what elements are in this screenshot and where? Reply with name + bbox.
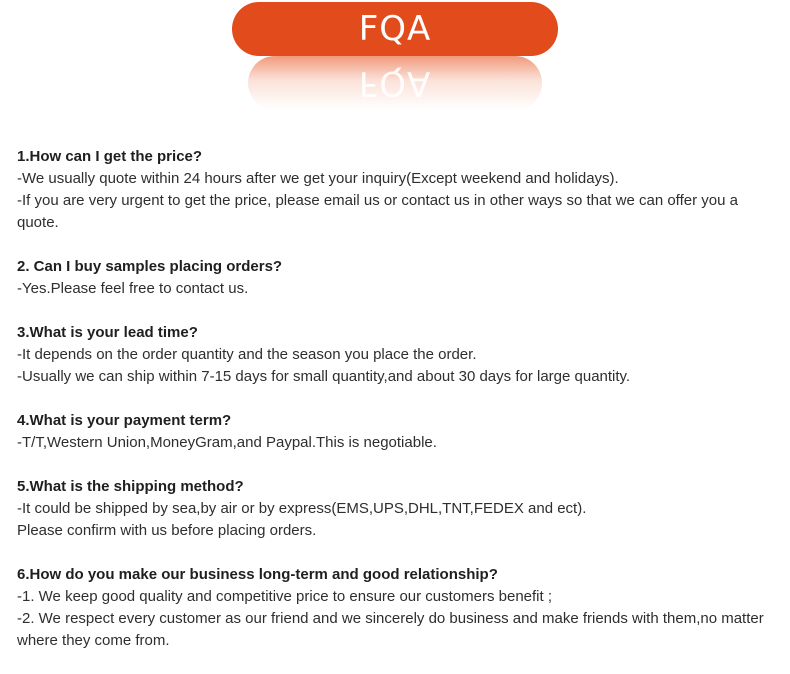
faq-answer: -Yes.Please feel free to contact us.	[17, 280, 249, 297]
banner-reflection	[248, 56, 542, 110]
faq-answer: -It depends on the order quantity and the season you place the order.	[17, 346, 477, 363]
faq-answer: Please confirm with us before placing orders.	[17, 522, 317, 539]
faq-item	[17, 410, 767, 454]
faq-question: 2. Can I buy samples placing orders?	[17, 258, 283, 275]
faq-answer: -T/T,Western Union,MoneyGram,and Paypal.This is negotiable.	[17, 434, 437, 451]
faq-question: 4.What is your payment term?	[17, 412, 232, 429]
faq-banner	[232, 2, 558, 56]
faq-answer: -We usually quote within 24 hours after we get your inquiry(Except weekend and holidays).	[17, 170, 619, 187]
faq-item	[17, 146, 767, 234]
faq-question: 5.What is the shipping method?	[17, 478, 244, 495]
faq-item	[17, 564, 767, 652]
faq-item	[17, 256, 767, 300]
faq-answer: -Usually we can ship within 7-15 days for small quantity,and about 30 days for large quantity.	[17, 368, 631, 385]
faq-question: 3.What is your lead time?	[17, 324, 198, 341]
faq-answer: -2. We respect every customer as our friend and we sincerely do business and make friends with them,no matter where they come from.	[17, 610, 764, 649]
faq-item	[17, 322, 767, 388]
faq-answer: -It could be shipped by sea,by air or by express(EMS,UPS,DHL,TNT,FEDEX and ect).	[17, 500, 587, 517]
faq-answer: -If you are very urgent to get the price, please email us or contact us in other ways so that we can offer you a quote.	[17, 192, 738, 231]
faq-question: 1.How can I get the price?	[17, 148, 203, 165]
faq-list	[17, 146, 767, 674]
banner-reflection-text: FQA	[358, 63, 432, 103]
banner-title: FQA	[358, 9, 432, 49]
faq-question: 6.How do you make our business long-term and good relationship?	[17, 566, 498, 583]
faq-answer: -1. We keep good quality and competitive price to ensure our customers benefit ;	[17, 588, 553, 605]
faq-item	[17, 476, 767, 542]
